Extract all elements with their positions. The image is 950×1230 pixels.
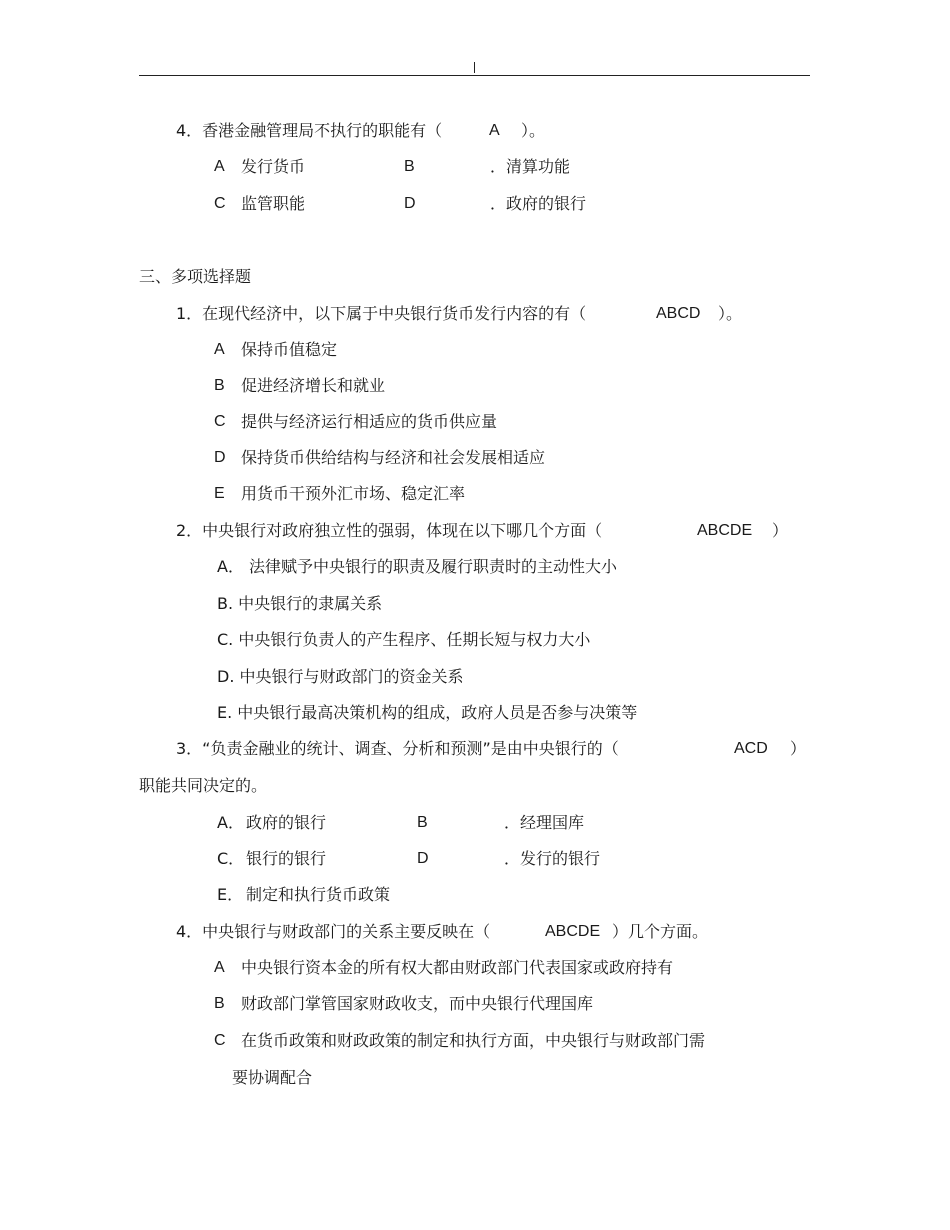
m4-close: ）几个方面。 (612, 922, 709, 941)
q4-option-b-letter: B (404, 158, 415, 175)
q4-answer: A (489, 122, 500, 139)
m4-option-b-letter: B (214, 995, 225, 1012)
m2-close: ） (772, 521, 789, 540)
m3-option-e-text: 制定和执行货币政策 (246, 885, 391, 904)
q4-option-d-text: ．政府的银行 (490, 194, 587, 213)
section-heading: 三、多项选择题 (139, 267, 252, 286)
m1-option-e-letter: E (214, 485, 225, 502)
q4-option-c-letter: C (214, 195, 226, 212)
q4-option-c-text: 监管职能 (241, 194, 306, 213)
q4-stem: 4．香港金融管理局不执行的职能有（ (176, 121, 443, 140)
m4-option-c-letter: C (214, 1032, 226, 1049)
m2-option-c: C. 中央银行负责人的产生程序、任期长短与权力大小 (217, 630, 591, 649)
m3-stem: 3．“负责金融业的统计、调查、分析和预测”是由中央银行的（ (176, 739, 619, 758)
m4-option-b-text: 财政部门掌管国家财政收支，而中央银行代理国库 (241, 994, 594, 1013)
m2-stem: 2．中央银行对政府独立性的强弱，体现在以下哪几个方面（ (176, 521, 603, 540)
m2-option-d: D. 中央银行与财政部门的资金关系 (217, 667, 464, 686)
m1-close: ）。 (718, 304, 743, 323)
q4-option-b-text: ．清算功能 (490, 157, 571, 176)
m3-option-c-letter: C． (217, 849, 245, 868)
m4-option-c-continued: 要协调配合 (232, 1068, 313, 1087)
m1-option-c-text: 提供与经济运行相适应的货币供应量 (241, 412, 498, 431)
m2-answer: ABCDE (697, 522, 753, 539)
m3-option-a-text: 政府的银行 (246, 813, 327, 832)
m1-option-a-text: 保持币值稳定 (241, 340, 338, 359)
m3-option-b-letter: B (417, 814, 428, 831)
m4-option-a-letter: A (214, 959, 225, 976)
q4-option-a-text: 发行货币 (241, 157, 306, 176)
m2-option-a: A． 法律赋予中央银行的职责及履行职责时的主动性大小 (217, 557, 618, 576)
m1-option-d-letter: D (214, 449, 226, 466)
header-rule (139, 75, 810, 76)
m1-option-d-text: 保持货币供给结构与经济和社会发展相适应 (241, 448, 546, 467)
m1-option-b-text: 促进经济增长和就业 (241, 376, 386, 395)
m4-answer: ABCDE (545, 923, 601, 940)
m3-answer: ACD (734, 740, 768, 757)
m4-stem: 4．中央银行与财政部门的关系主要反映在（ (176, 922, 491, 941)
q4-close: ）。 (521, 121, 546, 140)
m1-option-a-letter: A (214, 341, 225, 358)
m3-option-b-text: ．经理国库 (504, 813, 585, 832)
m3-close: ） (790, 739, 807, 758)
q4-option-a-letter: A (214, 158, 225, 175)
m3-option-d-text: ．发行的银行 (504, 849, 601, 868)
m1-option-c-letter: C (214, 413, 226, 430)
m1-option-b-letter: B (214, 377, 225, 394)
m1-stem: 1．在现代经济中，以下属于中央银行货币发行内容的有（ (176, 304, 587, 323)
m4-option-c-text: 在货币政策和财政政策的制定和执行方面，中央银行与财政部门需 (241, 1031, 706, 1050)
m2-option-e: E. 中央银行最高决策机构的组成，政府人员是否参与决策等 (217, 703, 638, 722)
m3-stem-continued: 职能共同决定的。 (139, 776, 268, 795)
m2-option-b: B. 中央银行的隶属关系 (217, 594, 383, 613)
m1-option-e-text: 用货币干预外汇市场、稳定汇率 (241, 484, 466, 503)
m3-option-e-letter: E． (217, 885, 244, 904)
m3-option-d-letter: D (417, 850, 429, 867)
m4-option-a-text: 中央银行资本金的所有权大都由财政部门代表国家或政府持有 (241, 958, 674, 977)
m1-answer: ABCD (656, 305, 701, 322)
m3-option-c-text: 银行的银行 (246, 849, 327, 868)
m3-option-a-letter: A． (217, 813, 244, 832)
header-mark (474, 62, 475, 73)
q4-option-d-letter: D (404, 195, 416, 212)
